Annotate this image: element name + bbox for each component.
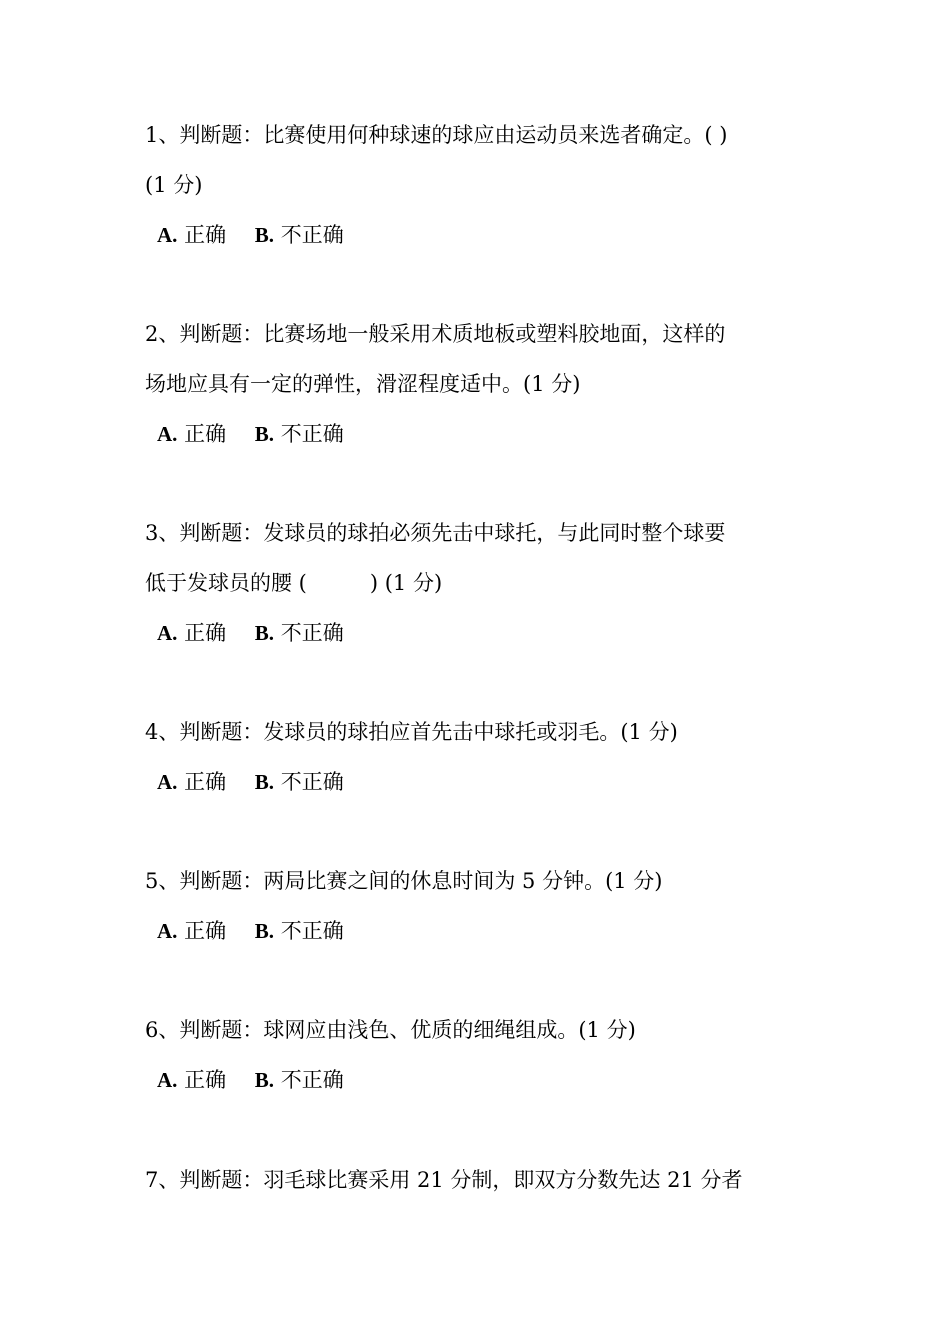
option-letter: B. [254, 919, 275, 943]
option-letter: B. [254, 621, 275, 645]
question-text-line: 3、判断题：发球员的球拍必须先击中球托，与此同时整个球要 [145, 521, 726, 545]
answer-options [145, 906, 825, 956]
option-text: 正确 [184, 1068, 227, 1092]
option-text: 不正确 [280, 223, 344, 247]
answer-options [145, 608, 825, 658]
option-a[interactable] [157, 770, 226, 794]
question-3 [145, 508, 825, 658]
option-letter: A. [157, 770, 178, 794]
question-4 [145, 707, 825, 807]
option-a[interactable] [157, 1068, 226, 1092]
question-1 [145, 110, 825, 260]
option-a[interactable] [157, 223, 226, 247]
answer-options [145, 409, 825, 459]
option-letter: A. [157, 919, 178, 943]
question-text-line: 场地应具有一定的弹性，滑涩程度适中。(1 分) [145, 372, 581, 396]
option-b[interactable] [255, 770, 344, 794]
option-b[interactable] [255, 1068, 344, 1092]
option-letter: A. [157, 422, 178, 446]
option-a[interactable] [157, 919, 226, 943]
question-text-line: 低于发球员的腰 ( ) (1 分) [145, 571, 443, 595]
question-text-line: 1、判断题：比赛使用何种球速的球应由运动员来选者确定。( ) [145, 123, 728, 147]
option-text: 正确 [184, 770, 227, 794]
option-text: 不正确 [280, 1068, 344, 1092]
question-7 [145, 1155, 825, 1205]
option-text: 正确 [184, 621, 227, 645]
option-b[interactable] [255, 919, 344, 943]
option-text: 不正确 [280, 919, 344, 943]
option-letter: B. [254, 223, 275, 247]
option-b[interactable] [255, 621, 344, 645]
option-letter: A. [157, 1068, 178, 1092]
question-text-line: 6、判断题：球网应由浅色、优质的细绳组成。(1 分) [145, 1018, 636, 1042]
option-text: 不正确 [280, 422, 344, 446]
option-a[interactable] [157, 621, 226, 645]
question-2 [145, 309, 825, 459]
option-b[interactable] [255, 223, 344, 247]
option-letter: B. [254, 770, 275, 794]
option-a[interactable] [157, 422, 226, 446]
question-6 [145, 1005, 825, 1105]
answer-options [145, 757, 825, 807]
question-text-line: (1 分) [145, 173, 203, 197]
answer-options [145, 210, 825, 260]
question-text-line: 2、判断题：比赛场地一般采用术质地板或塑料胶地面，这样的 [145, 322, 726, 346]
option-text: 正确 [184, 919, 227, 943]
question-text-line: 7、判断题：羽毛球比赛采用 21 分制，即双方分数先达 21 分者 [145, 1168, 743, 1192]
option-text: 不正确 [280, 770, 344, 794]
question-5 [145, 856, 825, 956]
answer-options [145, 1055, 825, 1105]
option-letter: B. [254, 422, 275, 446]
option-b[interactable] [255, 422, 344, 446]
question-text-line: 4、判断题：发球员的球拍应首先击中球托或羽毛。(1 分) [145, 720, 678, 744]
option-text: 正确 [184, 422, 227, 446]
option-letter: A. [157, 621, 178, 645]
question-text-line: 5、判断题：两局比赛之间的休息时间为 5 分钟。(1 分) [145, 869, 663, 893]
option-letter: A. [157, 223, 178, 247]
option-text: 正确 [184, 223, 227, 247]
option-text: 不正确 [280, 621, 344, 645]
option-letter: B. [254, 1068, 275, 1092]
